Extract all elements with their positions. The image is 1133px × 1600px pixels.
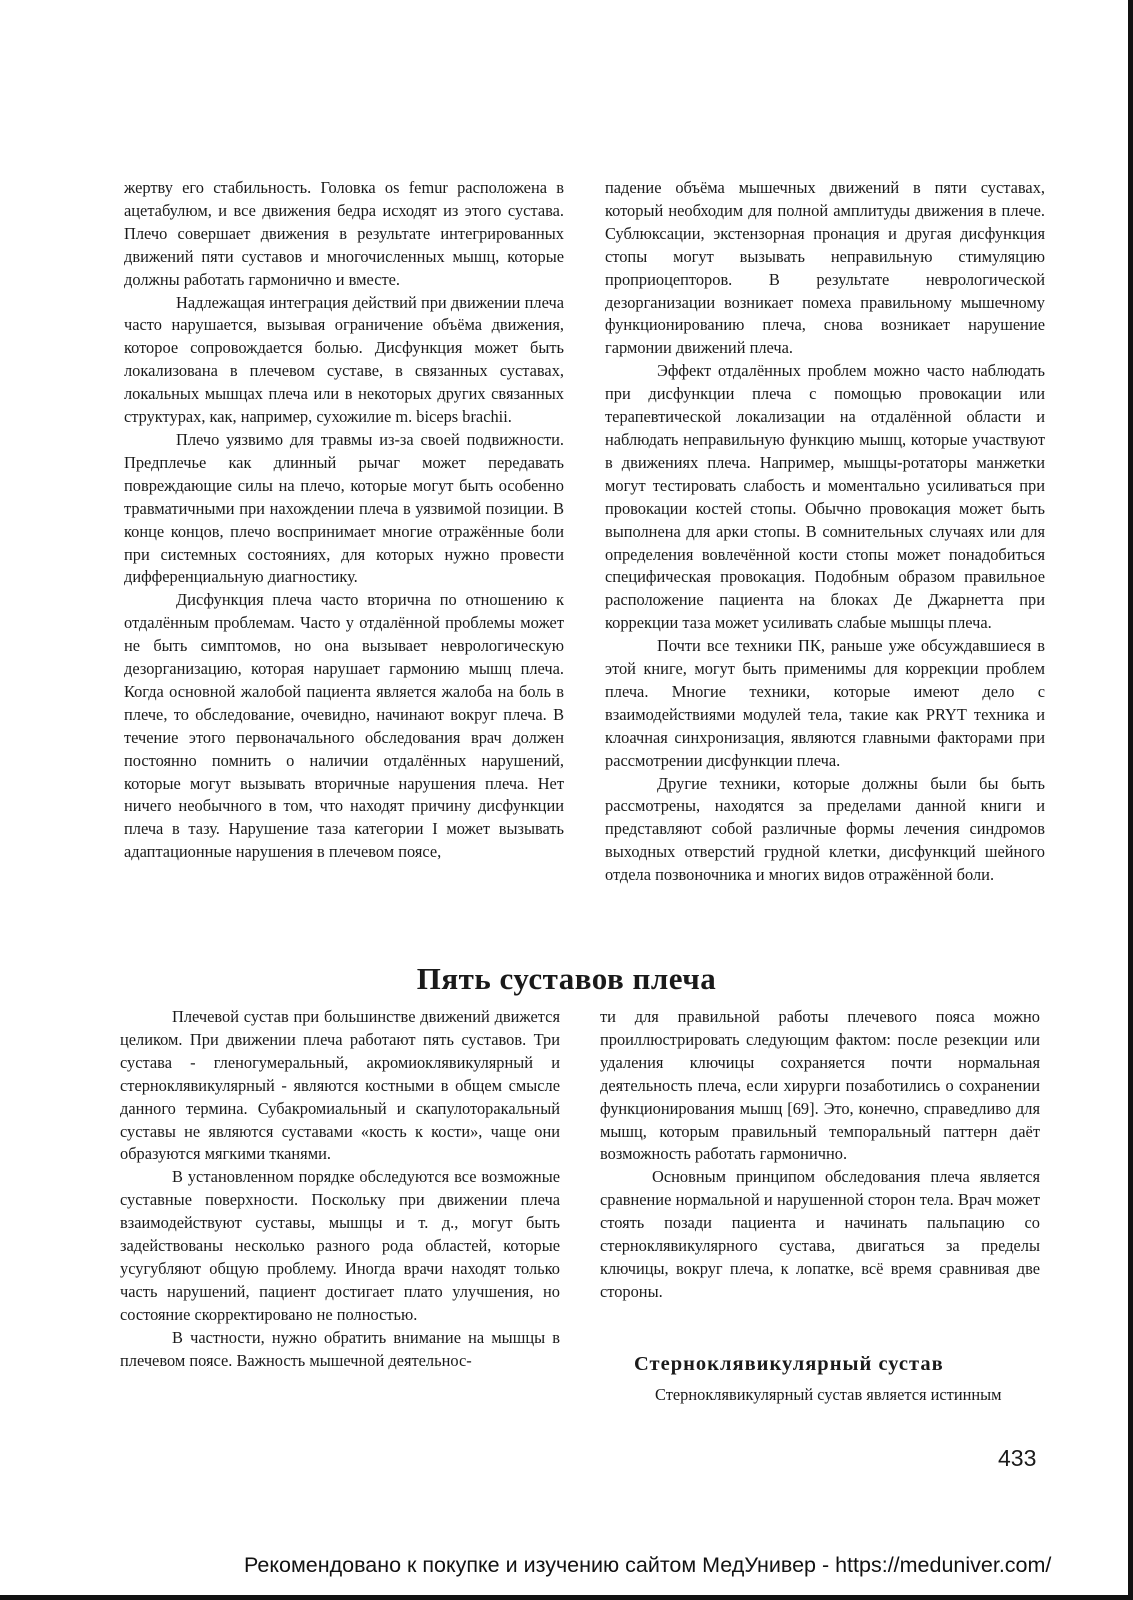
column-bottom-left: [120, 1006, 560, 1373]
paragraph: падение объёма мышечных движений в пяти суставах, который необходим для полной амплитуды движения в плече. Сублюксации, экстензорная пронация и другая дисфункция стопы могут вызывать неправильную стимуляцию проприоцепторов. В результате неврологической дезорганизации возникает помеха правильному мышечному функционированию плеча, снова возникает нарушение гармонии движений плеча.: [605, 178, 1045, 358]
paragraph: Другие техники, которые должны были бы быть рассмотрены, находятся за пределами данной книги и представляют собой различные формы лечения синдромов выходных отверстий грудной клетки, дисфункций шейного отдела позвоночника и многих видов отражённой боли.: [605, 773, 1045, 885]
subsection-title: Стерноклявикулярный сустав: [634, 1353, 944, 1375]
column-top-right: [605, 177, 1045, 887]
footer-credit: Рекомендовано к покупке и изучению сайтом МедУнивер - https://meduniver.com/: [244, 1553, 1052, 1577]
subsection-first-line: Стерноклявикулярный сустав является истинным: [655, 1385, 1002, 1404]
paragraph: Плечевой сустав при большинстве движений движется целиком. При движении плеча работают пять суставов. Три сустава - гленогумеральный, акромиоклявикулярный и стерноклявикулярный - являются костными в общем смысле данного термина. Субакромиальный и скапулоторакальный суставы не являются суставами «кость к кости», чаще они образуются мягкими тканями.: [120, 1007, 560, 1164]
column-top-left: [124, 177, 564, 864]
paragraph: Плечо уязвимо для травмы из-за своей подвижности. Предплечье как длинный рычаг может передавать повреждающие силы на плечо, которые могут быть особенно травматичными при нахождении плеча в уязвимой позиции. В конце концов, плечо воспринимает многие отражённые боли при системных состояниях, для которых нужно провести дифференциальную диагностику.: [124, 429, 564, 587]
paragraph: Основным принципом обследования плеча является сравнение нормальной и нарушенной сторон тела. Врач может стоять позади пациента и начинать пальпацию со стерноклявикулярного сустава, двигаться за пределы ключицы, вокруг плеча, к лопатке, всё время сравнивая две стороны.: [600, 1167, 1040, 1301]
paragraph: жертву его стабильность. Головка os femur расположена в ацетабулюм, и все движения бедра исходят из этого сустава. Плечо совершает движения в результате интегрированных движений пяти суставов и многочисленных мышц, которые должны работать гармонично и вместе.: [124, 178, 564, 289]
paragraph: В частности, нужно обратить внимание на мышцы в плечевом поясе. Важность мышечной деятельнос-: [120, 1327, 560, 1370]
scan-edge-bottom: [0, 1595, 1133, 1600]
paragraph: Эффект отдалённых проблем можно часто наблюдать при дисфункции плеча с помощью провокации или терапевтической локализации на отдалённой области и наблюдать неправильную функцию мышц, которые участвуют в движениях плеча. Например, мышцы-ротаторы манжетки могут тестировать слабость и моментально усиливаться при провокации костей стопы. Обычно провокация может быть выполнена для арки стопы. В сомнительных случаях или для определения вовлечённой кости стопы может понадобиться специфическая провокация. Подобным образом правильное расположение пациента на блоках Де Джарнетта при коррекции таза может усиливать слабые мышцы плеча.: [605, 361, 1045, 633]
paragraph: Дисфункция плеча часто вторична по отношению к отдалённым проблемам. Часто у отдалённой проблемы может не быть симптомов, но она вызывает неврологическую дезорганизацию, которая нарушает гармонию мышц плеча. Когда основной жалобой пациента является жалоба на боль в плече, то обследование, очевидно, начинают вокруг плеча. В течение этого первоначального обследования врач должен постоянно помнить о наличии отдалённых нарушений, которые могут вызывать вторичные нарушения плеча. Нет ничего необычного в том, что находят причину дисфункции плеча в тазу. Нарушение таза категории I может вызывать адаптационные нарушения в плечевом поясе,: [124, 590, 564, 862]
paragraph: Надлежащая интеграция действий при движении плеча часто нарушается, вызывая ограничение объёма движения, которое сопровождается болью. Дисфункция может быть локализована в плечевом суставе, в связанных суставах, локальных мышцах плеча или в некоторых других связанных структурах, как, например, сухожилие m. biceps brachii.: [124, 292, 564, 427]
paragraph: Почти все техники ПК, раньше уже обсуждавшиеся в этой книге, могут быть применимы для коррекции проблем плеча. Многие техники, которые имеют дело с взаимодействиями модулей тела, такие как PRYT техника и клоачная синхронизация, являются главными факторами при рассмотрении дисфункции плеча.: [605, 636, 1045, 770]
scan-edge-right: [1128, 0, 1133, 1600]
column-bottom-right: [600, 1006, 1040, 1304]
paragraph: ти для правильной работы плечевого пояса можно проиллюстрировать следующим фактом: после резекции или удаления ключицы сохраняется почти нормальная деятельность плеча, если хирурги позаботились о сохранении функционирования мышц [69]. Это, конечно, справедливо для мышц, которым правильный темпоральный паттерн даёт возможность работать гармонично.: [600, 1007, 1040, 1164]
section-title: Пять суставов плеча: [416, 961, 717, 996]
paragraph: В установленном порядке обследуются все возможные суставные поверхности. Поскольку при движении плеча взаимодействуют суставы, мышцы и т. д., могут быть задействованы несколько разного рода областей, которые усугубляют общую проблему. Иногда врачи находят только часть нарушений, пациент достигает плато улучшения, но состояние скорректировано не полностью.: [120, 1167, 560, 1324]
page-number: 433: [998, 1445, 1037, 1471]
